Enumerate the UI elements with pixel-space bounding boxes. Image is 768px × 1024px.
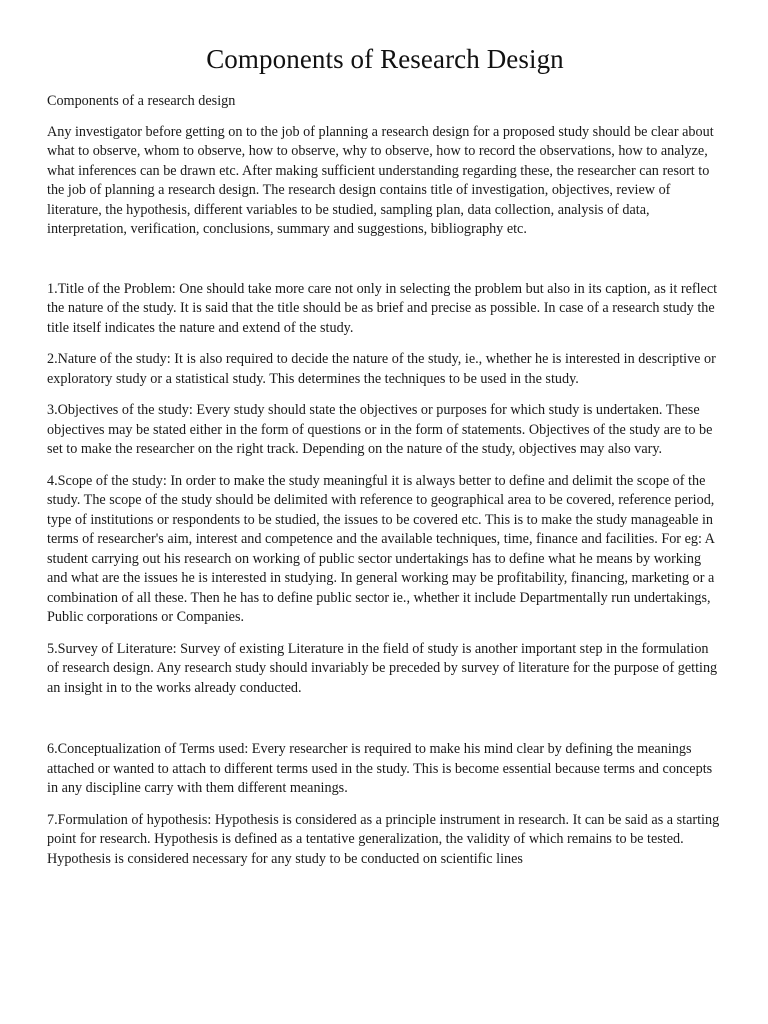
paragraph-scope: 4.Scope of the study: In order to make the study meaningful it is always better to define and delimit the scope of the study. The scope of the study should be delimited with reference to geographical area to be covered, reference period, type of institutions or respondents to be studied, the issues to be covered etc. This is to make the study manageable in terms of researcher's aim, interest and competence and the available techniques, time, finance and facilities. For eg: A student carrying out his research on working of public sector undertakings has to define what he means by working and what are the issues he is interested in studying. In general working may be profitability, financing, marketing or a combination of all these. Then he has to define public sector ie., whether it include Departmentally run undertakings, Public corporations or Companies. [47,472,715,625]
section-heading: Components of a research design [47,93,236,109]
page-title: Components of Research Design [206,44,564,74]
paragraph-conceptualization: 6.Conceptualization of Terms used: Every researcher is required to make his mind clear by defining the meanings attached or wanted to attach to different terms used in the study. This is become essential because terms and concepts in any discipline carry with them different meanings. [47,741,713,796]
document-page [47,40,723,869]
paragraph-hypothesis: 7.Formulation of hypothesis: Hypothesis is considered as a principle instrument in research. It can be said as a starting point for research. Hypothesis is defined as a tentative generalization, the validity of which remains to be tested. Hypothesis is considered necessary for any study to be conducted on scientific lines [47,811,720,867]
paragraph-survey-of-literature: 5.Survey of Literature: Survey of existing Literature in the field of study is another important step in the formulation of research design. Any research study should invariably be preceded by survey of literature for the purpose of getting an insight in to the works already conducted. [47,640,718,696]
paragraph-title-of-problem: 1.Title of the Problem: One should take more care not only in selecting the problem but also in its caption, as it reflect the nature of the study. It is said that the title should be as brief and precise as possible. In case of a research study the title itself indicates the nature and extend of the study. [47,280,718,336]
paragraph-objectives: 3.Objectives of the study: Every study should state the objectives or purposes for which study is undertaken. These objectives may be stated either in the form of questions or in the form of statements. Objectives of the study are to be set to make the researcher on the right track. Depending on the nature of the study, objectives may also vary. [47,402,713,457]
paragraph-intro: Any investigator before getting on to the job of planning a research design for a proposed study should be clear about what to observe, whom to observe, how to observe, why to observe, how to record the observations, how to analyze, what inferences can be drawn etc. After making sufficient understanding regarding these, the researcher can resort to the job of planning a research design. The research design contains title of investigation, objectives, review of literature, the hypothesis, different variables to be studied, sampling plan, data collection, analysis of data, interpretation, verification, conclusions, summary and suggestions, bibliography etc. [47,123,714,237]
paragraph-nature-of-study: 2.Nature of the study: It is also required to decide the nature of the study, ie., whether he is interested in descriptive or exploratory study or a statistical study. This determines the techniques to be used in the study. [47,351,716,387]
